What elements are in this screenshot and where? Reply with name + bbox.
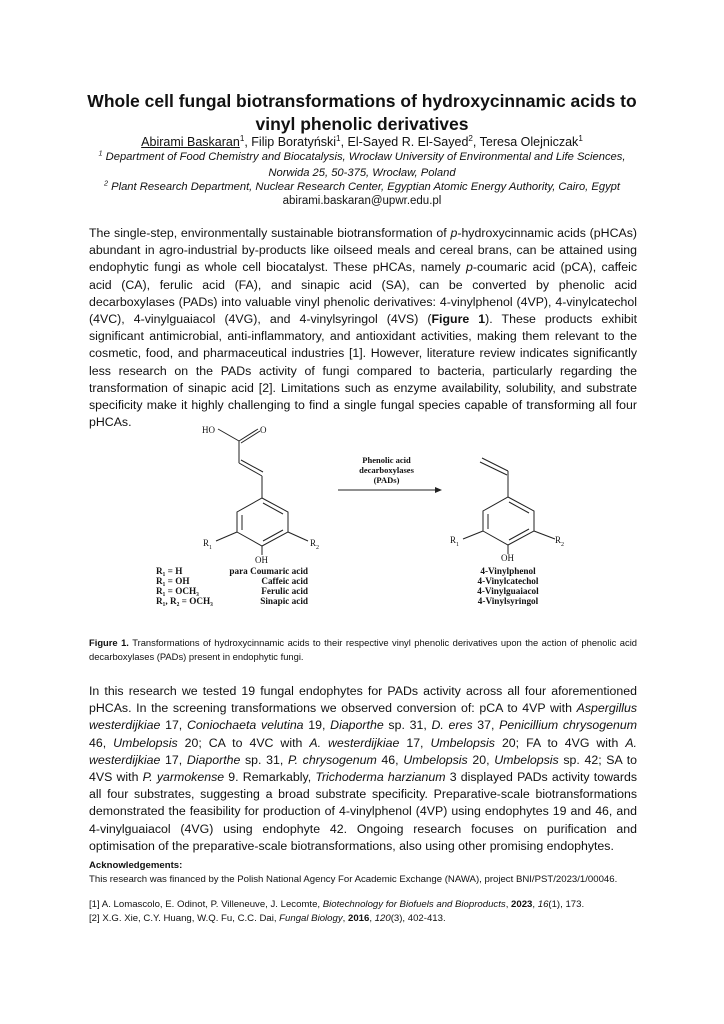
text: , — [532, 899, 538, 910]
text: Ferulic acid — [261, 586, 308, 596]
species-name: D. eres — [431, 718, 473, 733]
volume: 16 — [537, 899, 549, 910]
label-r2 — [555, 535, 564, 548]
paper-title — [60, 90, 664, 136]
text: (PADs) — [373, 475, 400, 485]
text: 2 — [561, 541, 565, 548]
text: 20; FA to 4VG with — [494, 735, 626, 750]
year: 2016 — [347, 913, 370, 924]
results-paragraph — [89, 683, 637, 855]
affiliation-1 — [60, 150, 664, 181]
journal: Fungal Biology — [279, 913, 343, 924]
text: 3 displayed PADs activity towards all four substrates, suggesting a broad substrate specificity. Preparative-scale biotransformations demonstrated the feasibility for production of 4-vinylphenol (4VP) using endophytes 19 and 46, and 4-vinylguaiacol (4VG) using endophyte 42. Ongoing research focuses on purification and optimisation of the preparative-scale biotransformations, also using other promising endophytes. — [89, 770, 638, 853]
species-name: Penicillium chrysogenum — [499, 718, 637, 733]
text: 37, — [472, 718, 500, 733]
volume: 120 — [374, 913, 391, 924]
arrow-label — [338, 455, 435, 485]
species-name: P. chrysogenum — [287, 752, 377, 767]
affil-text: Norwida 25, 50-375, Wrocław, Poland — [268, 166, 456, 179]
species-name: Diaporthe — [330, 718, 384, 733]
text: 17, — [399, 735, 431, 750]
label-o: O — [260, 425, 267, 435]
text: R — [310, 538, 317, 548]
text: (3), 402-413. — [390, 913, 446, 924]
author-affil-sup: 1 — [336, 133, 341, 143]
species-name: A. westerdijkiae — [309, 735, 400, 750]
author-affil-sup: 1 — [578, 133, 583, 143]
contact-email[interactable]: abirami.baskaran@upwr.edu.pl — [282, 195, 442, 207]
species-name: A. westerdijkiae — [89, 735, 637, 767]
text: Caffeic acid — [261, 576, 308, 586]
text: 4-Vinylguaiacol — [477, 586, 539, 596]
text: 17, — [160, 718, 187, 733]
species-name: Umbelopsis — [494, 752, 559, 767]
affil-text: Department of Food Chemistry and Biocatalysis, Wrocław University of Environmental and Life Sciences, — [105, 151, 626, 163]
author-name: Abirami Baskaran — [141, 135, 240, 149]
acknowledgements-text: This research was financed by the Polish National Agency For Academic Exchange (NAWA), project BNI/PST/2023/1/00046. — [89, 874, 618, 885]
author-name: El-Sayed R. El-Sayed — [347, 135, 469, 149]
text: para Coumaric acid — [229, 566, 308, 576]
species-name: Coniochaeta velutina — [186, 718, 304, 733]
text: The single-step, environmentally sustainable biotransformation of — [89, 226, 451, 240]
text: [2] X.G. Xie, C.Y. Huang, W.Q. Fu, C.C. Dai, — [89, 913, 280, 924]
text: 46, — [376, 752, 404, 767]
text: 4-Vinylcatechol — [477, 576, 539, 586]
title-line-2: vinyl phenolic derivatives — [255, 114, 469, 134]
species-name: Diaporthe — [186, 752, 241, 767]
text: , — [505, 899, 512, 910]
text: , — [342, 913, 348, 924]
figure-reference: Figure 1 — [431, 312, 486, 327]
affiliation-2 — [60, 180, 664, 196]
text: 1 — [209, 544, 213, 551]
text: 20; CA to 4VC with — [177, 735, 310, 750]
text: [1] A. Lomascolo, E. Odinot, P. Villeneuve, J. Lecomte, — [89, 899, 323, 910]
label-r1 — [203, 538, 212, 551]
text: 4-Vinylsyringol — [477, 596, 539, 606]
text: R₁ = H — [156, 566, 183, 576]
text: sp. 31, — [383, 718, 432, 733]
text: ). These products exhibit significant antimicrobial, anti-inflammatory, and antioxidant activities, making them relevant to the cosmetic, food, and pharmaceutical industries [1]. However, literature review indicates significantly less research on the PADs activity of fungi compared to bacteria, particularly regarding the transformation of sinapic acid [2]. Limitations such as enzyme availability, solubility, and substrate specificity make it highly challenging to find a single fungal species capable of transforming all four pHCAs. — [89, 312, 638, 430]
author-affil-sup: 1 — [239, 133, 245, 143]
reference-1 — [89, 898, 649, 912]
text: R — [555, 535, 562, 545]
text: 17, — [160, 752, 187, 767]
text: Phenolic acid — [362, 455, 411, 465]
text: Sinapic acid — [260, 596, 308, 606]
figure-1-reaction-scheme — [150, 405, 600, 620]
affil-sup: 1 — [98, 148, 103, 158]
text: p — [465, 260, 473, 275]
species-name: Aspergillus westerdijkiae — [89, 701, 637, 733]
label-r2 — [310, 538, 319, 551]
journal: Biotechnology for Biofuels and Bioproducts — [322, 899, 506, 910]
text: decarboxylases — [359, 465, 414, 475]
species-name: P. yarmokense — [142, 770, 225, 785]
intro-paragraph — [89, 225, 637, 431]
text: R — [203, 538, 210, 548]
text: 4-Vinylphenol — [480, 566, 536, 576]
acknowledgements-heading: Acknowledgements: — [89, 860, 183, 871]
reference-2 — [89, 912, 649, 926]
text: (1), 173. — [548, 899, 585, 910]
text: 20, — [467, 752, 495, 767]
text: , — [369, 913, 375, 924]
affil-sup: 2 — [103, 178, 109, 188]
caption-text: Transformations of hydroxycinnamic acids to their respective vinyl phenolic derivatives upon the action of phenolic acid decarboxylases (PADs) present in endophytic fungi. — [89, 637, 637, 662]
text: 9. Remarkably, — [224, 770, 316, 785]
species-name: Trichoderma harzianum — [315, 770, 446, 785]
text: R₁ = OCH₃ — [156, 586, 199, 596]
author-list: Abirami Baskaran$^1$, Filip Boratyński$^1$, El-Sayed R. El-Sayed$^2$, Teresa Olejniczak$^1$ — [141, 133, 583, 149]
text: sp. 31, — [240, 752, 288, 767]
text: R — [450, 535, 457, 545]
species-name: Umbelopsis — [430, 735, 495, 750]
text: 46, — [89, 735, 114, 750]
arrow-head-icon — [435, 487, 442, 493]
text: 2 — [316, 544, 320, 551]
label-oh: OH — [501, 553, 514, 563]
text: p — [450, 226, 458, 240]
substituent-list — [156, 566, 308, 606]
label-r1 — [450, 535, 459, 548]
text: sp. 42; SA to 4VS with — [89, 752, 637, 785]
text: 1 — [456, 541, 460, 548]
caption-label: Figure 1. — [89, 637, 129, 648]
author-name: Filip Boratyński — [251, 135, 337, 149]
text: -hydroxycinnamic acids (pHCAs) abundant in agro-industrial by-products like oilseed meals and cereal brans, can be attained using endophytic fungi as whole cell biocatalyst. These pHCAs, namely — [89, 226, 637, 275]
author-name: Teresa Olejniczak — [479, 135, 579, 149]
text: In this research we tested 19 fungal endophytes for PADs activity across all four aforementioned pHCAs. In the screening transformations we observed conversion of: pCA to 4VP with — [89, 684, 637, 716]
figure-1-caption — [89, 636, 637, 663]
author-affil-sup: 2 — [468, 133, 473, 143]
species-name: Umbelopsis — [403, 752, 468, 767]
text: 19, — [303, 718, 331, 733]
label-oh: OH — [255, 555, 268, 565]
text: R₁, R₂ = OCH₃ — [156, 596, 213, 606]
text: -coumaric acid (pCA), caffeic acid (CA), ferulic acid (FA), and sinapic acid (SA), can be converted by phenolic acid decarboxylases (PADs) into valuable vinyl phenolic derivatives: 4-vinylphenol (4VP), 4-vinylcatechol (4VC), 4-vinylguaiacol (4VG), and 4-vinylsyringol (4VS) ( — [89, 260, 637, 327]
title-line-1: Whole cell fungal biotransformations of hydroxycinnamic acids to — [87, 91, 637, 111]
label-ho: HO — [202, 425, 215, 435]
year: 2023 — [511, 899, 533, 910]
product-list — [468, 566, 548, 606]
text: R₁ = OH — [156, 576, 190, 586]
affil-text: Plant Research Department, Nuclear Research Center, Egyptian Atomic Energy Authority, Cairo, Egypt — [111, 181, 620, 193]
species-name: Umbelopsis — [113, 735, 178, 750]
